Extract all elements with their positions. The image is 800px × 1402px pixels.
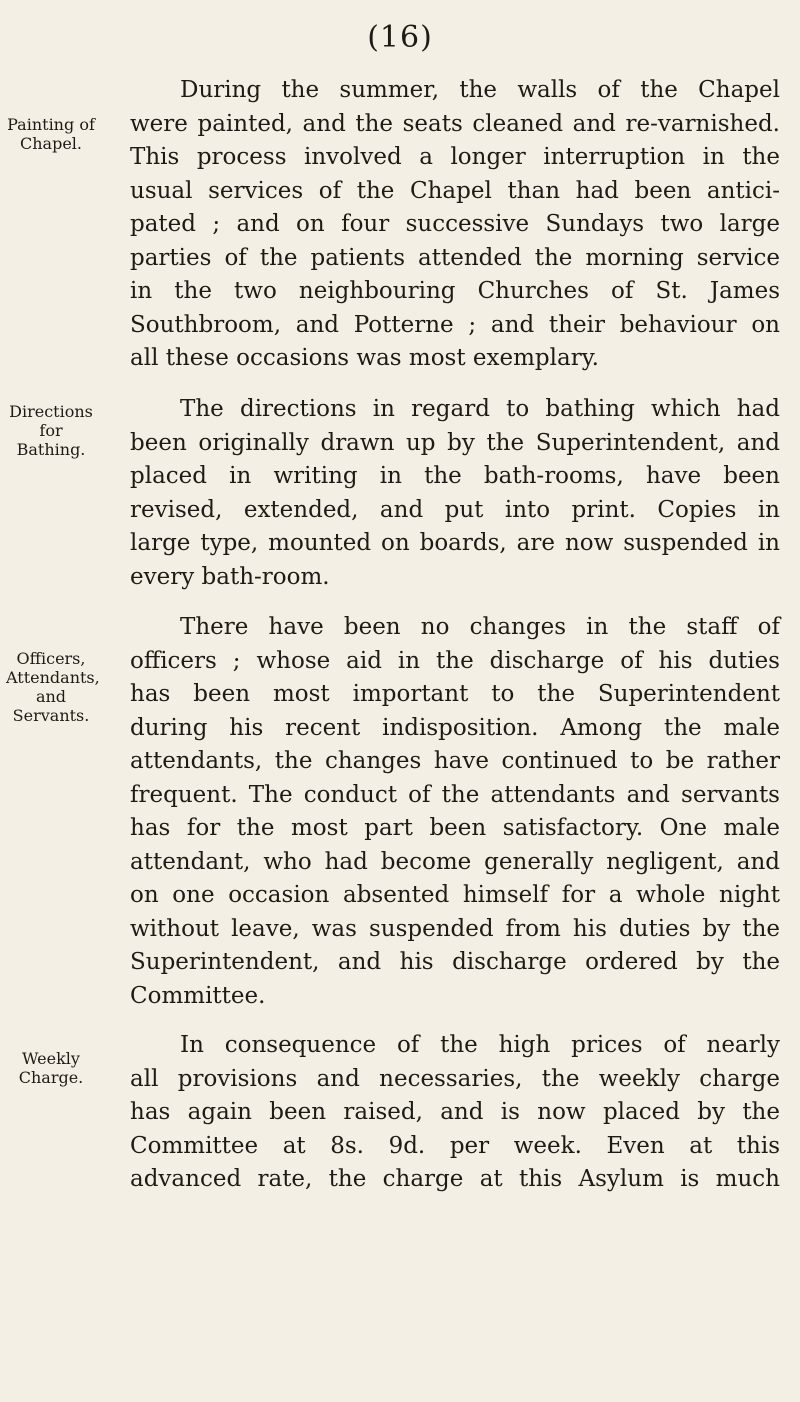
text-line: every bath-room. <box>130 563 330 590</box>
text-line: Committee at 8s. 9d. per week. Even at this <box>130 1132 780 1159</box>
text-line: in the two neighbouring Churches of St. James <box>130 278 780 304</box>
text-line: Superintendent, and his discharge ordered by the <box>130 949 780 975</box>
margin-note-line: for <box>39 421 63 440</box>
margin-note-line: Chapel. <box>20 134 82 153</box>
margin-note-directions-for-bathing <box>6 402 96 459</box>
margin-note-painting-of-chapel <box>6 115 96 153</box>
margin-note-line: Charge. <box>18 1068 84 1087</box>
text-line: parties of the patients attended the morning service <box>130 244 780 271</box>
text-line: large type, mounted on boards, are now suspended in <box>130 530 780 556</box>
text-line: Committee. <box>130 982 266 1009</box>
text-line: pated ; and on four successive Sundays two large <box>130 211 780 237</box>
text-line: revised, extended, and put into print. Copies in <box>130 496 780 523</box>
text-line: placed in writing in the bath-rooms, have been <box>130 463 780 489</box>
text-line: advanced rate, the charge at this Asylum is much <box>130 1166 780 1192</box>
margin-note-line: Servants. <box>12 706 90 725</box>
text-line: were painted, and the seats cleaned and re-varnished. <box>130 110 780 137</box>
margin-note-line: Directions <box>9 402 93 421</box>
paragraph-officers-attendants-servants <box>130 611 780 1013</box>
page-number: (16) <box>367 20 433 55</box>
text-line: frequent. The conduct of the attendants and servants <box>130 781 780 808</box>
text-line: has again been raised, and is now placed by the <box>130 1099 780 1125</box>
text-line: all these occasions was most exemplary. <box>130 345 599 371</box>
text-line: There have been no changes in the staff of <box>180 614 780 640</box>
text-line: has for the most part been satisfactory. One male <box>130 815 780 841</box>
margin-note-officers-attendants-servants <box>6 649 100 725</box>
text-line: without leave, was suspended from his duties by the <box>130 915 780 942</box>
margin-note-weekly-charge <box>6 1049 96 1087</box>
text-line: has been most important to the Superintendent <box>130 681 780 707</box>
margin-note-line: Painting of <box>7 115 95 134</box>
text-line: attendants, the changes have continued to be rather <box>130 748 780 774</box>
paragraph-weekly-charge <box>130 1029 780 1197</box>
text-line: usual services of the Chapel than had been antici- <box>130 177 780 204</box>
margin-note-line: Weekly <box>22 1049 80 1068</box>
text-line: The directions in regard to bathing which had <box>180 396 780 422</box>
text-line: In consequence of the high prices of nearly <box>180 1032 780 1058</box>
text-line: all provisions and necessaries, the weekly charge <box>130 1065 780 1092</box>
text-line: officers ; whose aid in the discharge of his duties <box>130 647 780 674</box>
text-line: attendant, who had become generally negligent, and <box>130 848 780 875</box>
text-line: been originally drawn up by the Superintendent, and <box>130 429 780 456</box>
text-line: This process involved a longer interruption in the <box>130 144 780 170</box>
margin-note-line: Attendants, <box>6 668 100 687</box>
text-line: during his recent indisposition. Among the male <box>130 714 780 741</box>
text-line: on one occasion absented himself for a whole night <box>130 882 780 908</box>
paragraph-painting-of-chapel <box>130 74 780 376</box>
margin-note-line: Bathing. <box>16 440 86 459</box>
paragraph-directions-for-bathing <box>130 393 780 594</box>
margin-note-line: and <box>35 687 67 706</box>
margin-note-line: Officers, <box>16 649 86 668</box>
text-line: Southbroom, and Potterne ; and their behaviour on <box>130 311 780 338</box>
text-line: During the summer, the walls of the Chapel <box>180 77 780 103</box>
